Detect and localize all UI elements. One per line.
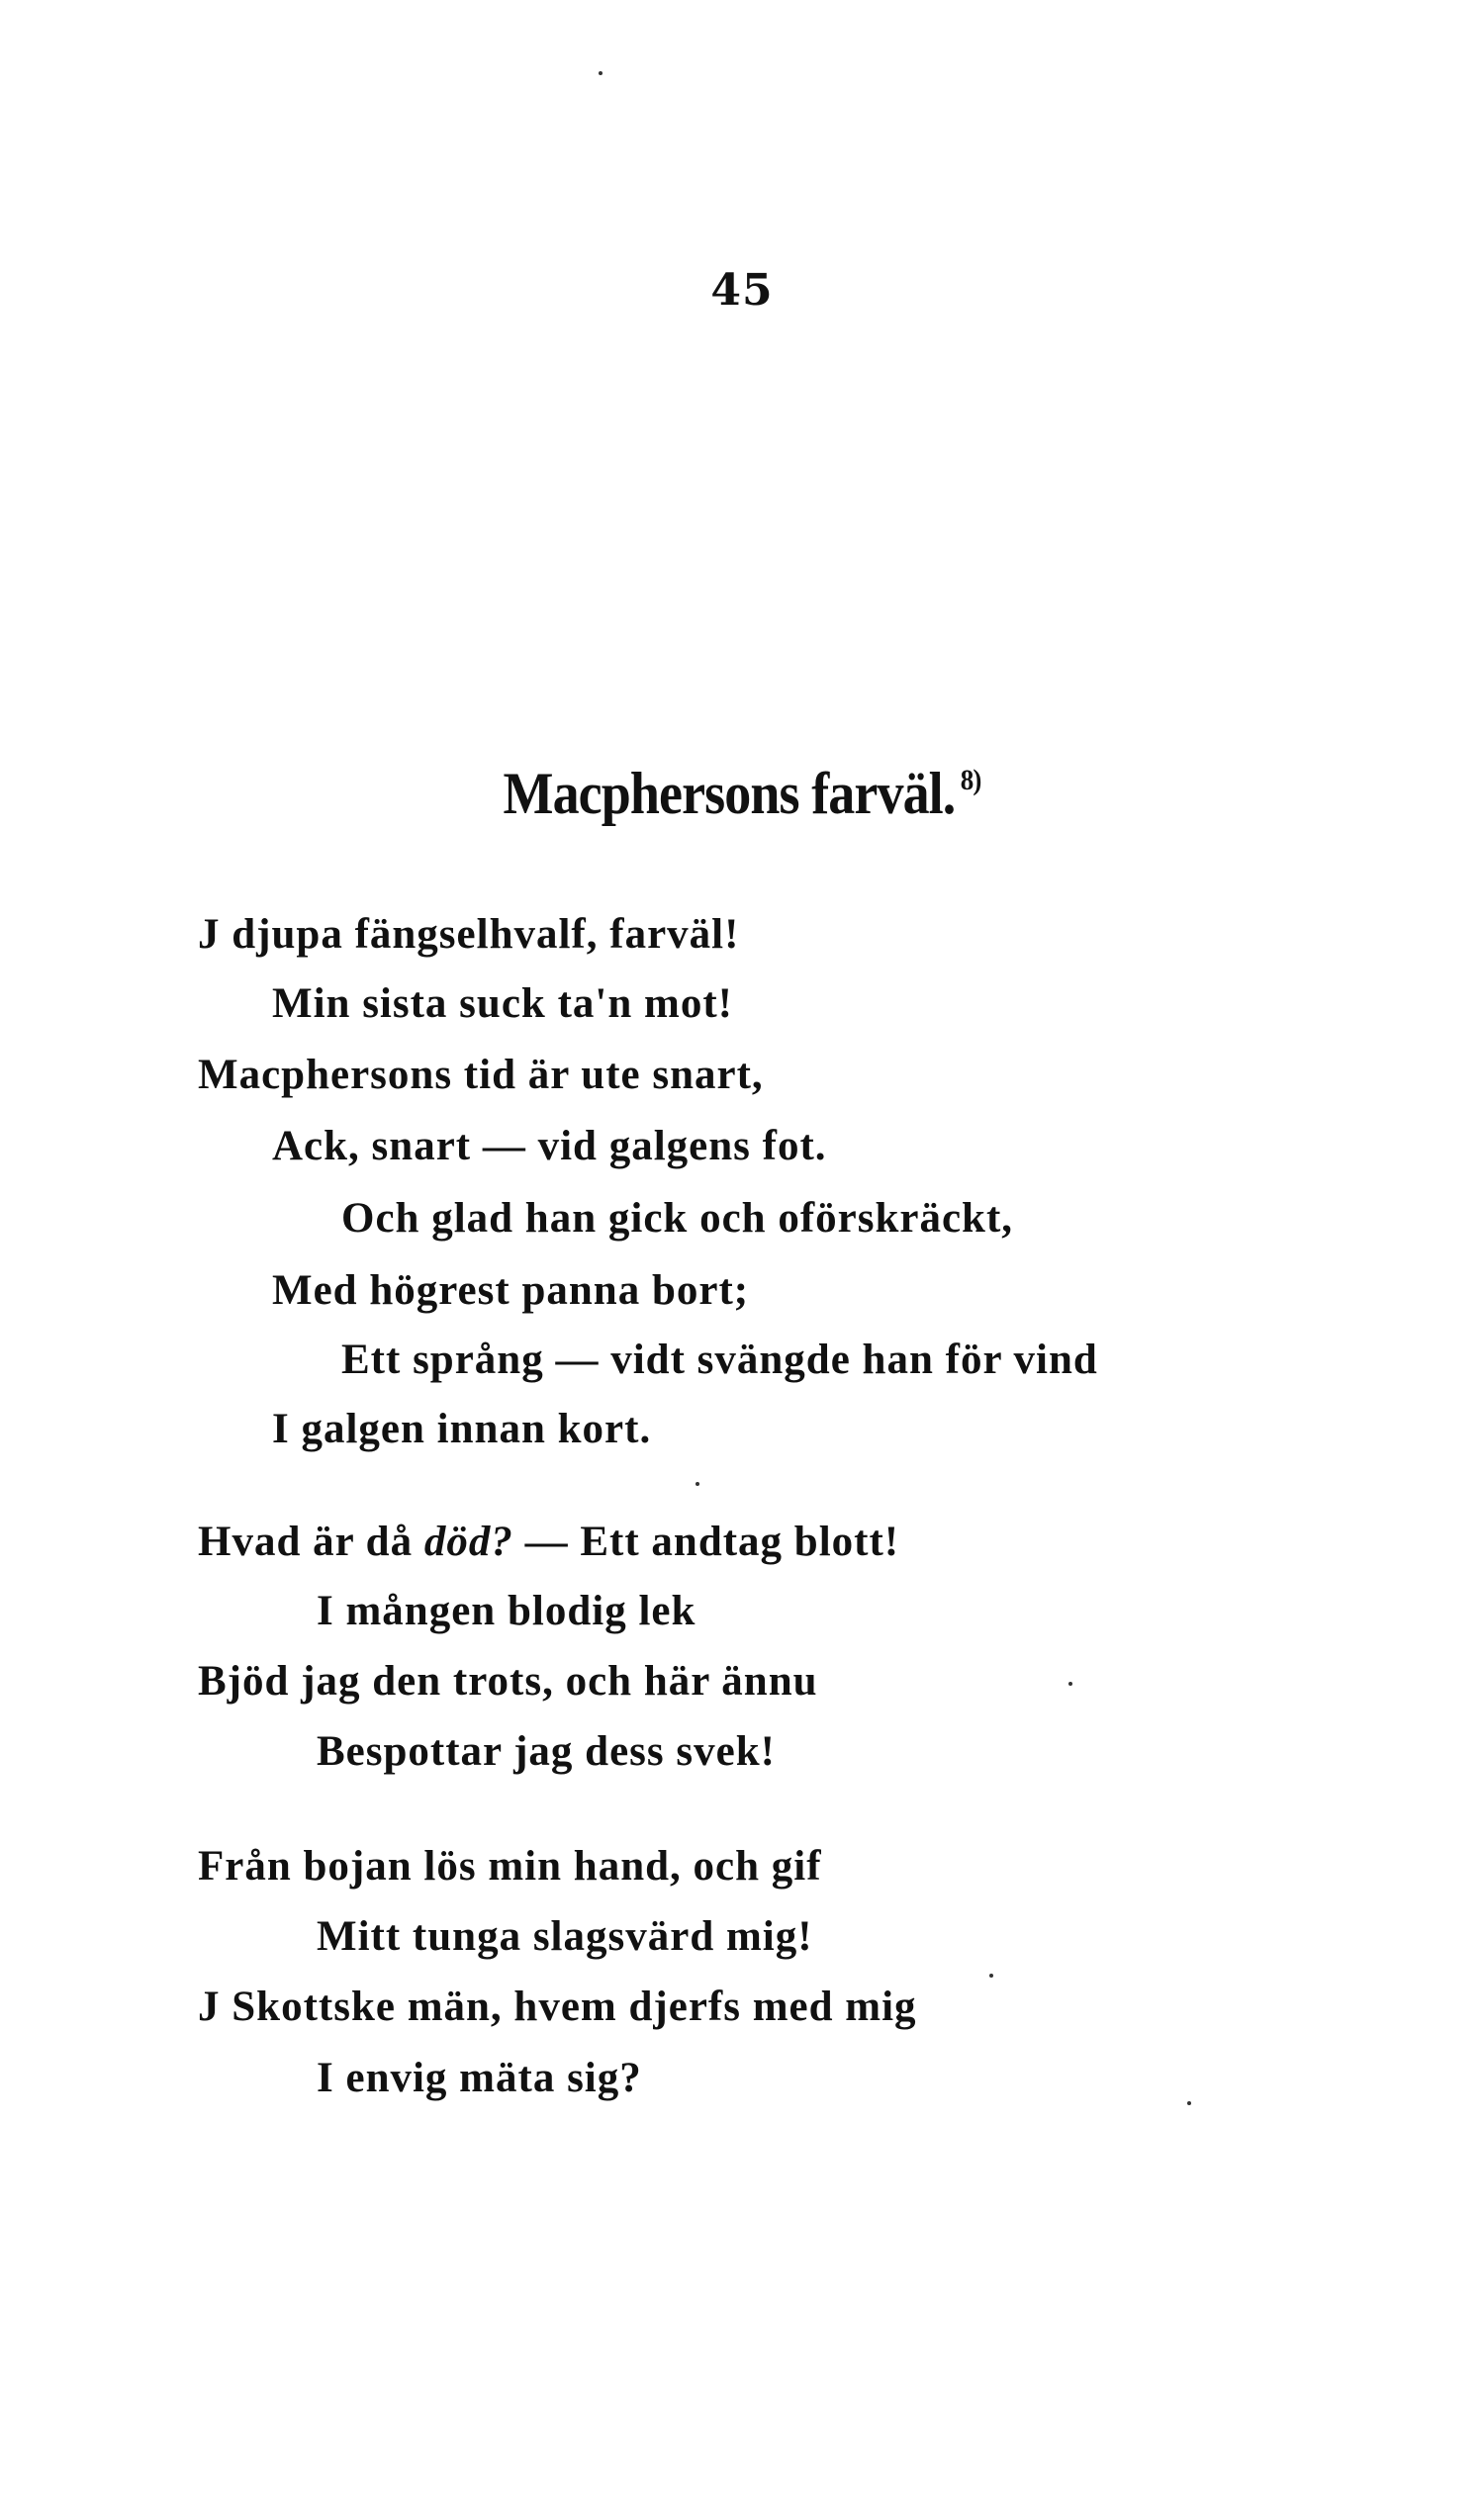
footnote-marker: 8) [960,764,981,796]
scan-speck [696,1482,699,1486]
poem-line: I galgen innan kort. [272,1406,652,1452]
poem-line: Och glad han gick och oförskräckt, [341,1195,1014,1242]
poem-line: Från bojan lös min hand, och gif [198,1843,822,1890]
poem-line: Bespottar jag dess svek! [317,1728,776,1775]
poem-line: Ack, snart — vid galgens fot. [272,1123,827,1169]
poem-line: I mången blodig lek [317,1588,696,1634]
poem-line: J djupa fängselhvalf, farväl! [198,911,740,958]
scan-speck [989,1974,993,1978]
poem-line-part: — Ett andtag blott! [512,1519,900,1565]
poem-line-emphasis: död? [423,1519,513,1565]
poem-line: Mitt tunga slagsvärd mig! [317,1913,813,1960]
poem-line [198,1518,899,1566]
poem-line: Macphersons tid är ute snart, [198,1052,764,1098]
page-number: 45 [710,265,774,316]
poem-line-part: Hvad är då [198,1519,424,1565]
scan-speck [1068,1682,1072,1686]
poem-line: Min sista suck ta'n mot! [272,980,733,1027]
poem-line: Ett språng — vidt svängde han för vind [341,1337,1098,1383]
poem-line: Bjöd jag den trots, och här ännu [198,1658,818,1705]
scan-speck [599,71,603,75]
poem-line: J Skottske män, hvem djerfs med mig [198,1984,917,2030]
poem-title-text: Macphersons farväl. [503,761,956,826]
scan-speck [1187,2101,1191,2105]
poem-line: I envig mäta sig? [317,2055,642,2101]
poem-line: Med högrest panna bort; [272,1267,750,1314]
